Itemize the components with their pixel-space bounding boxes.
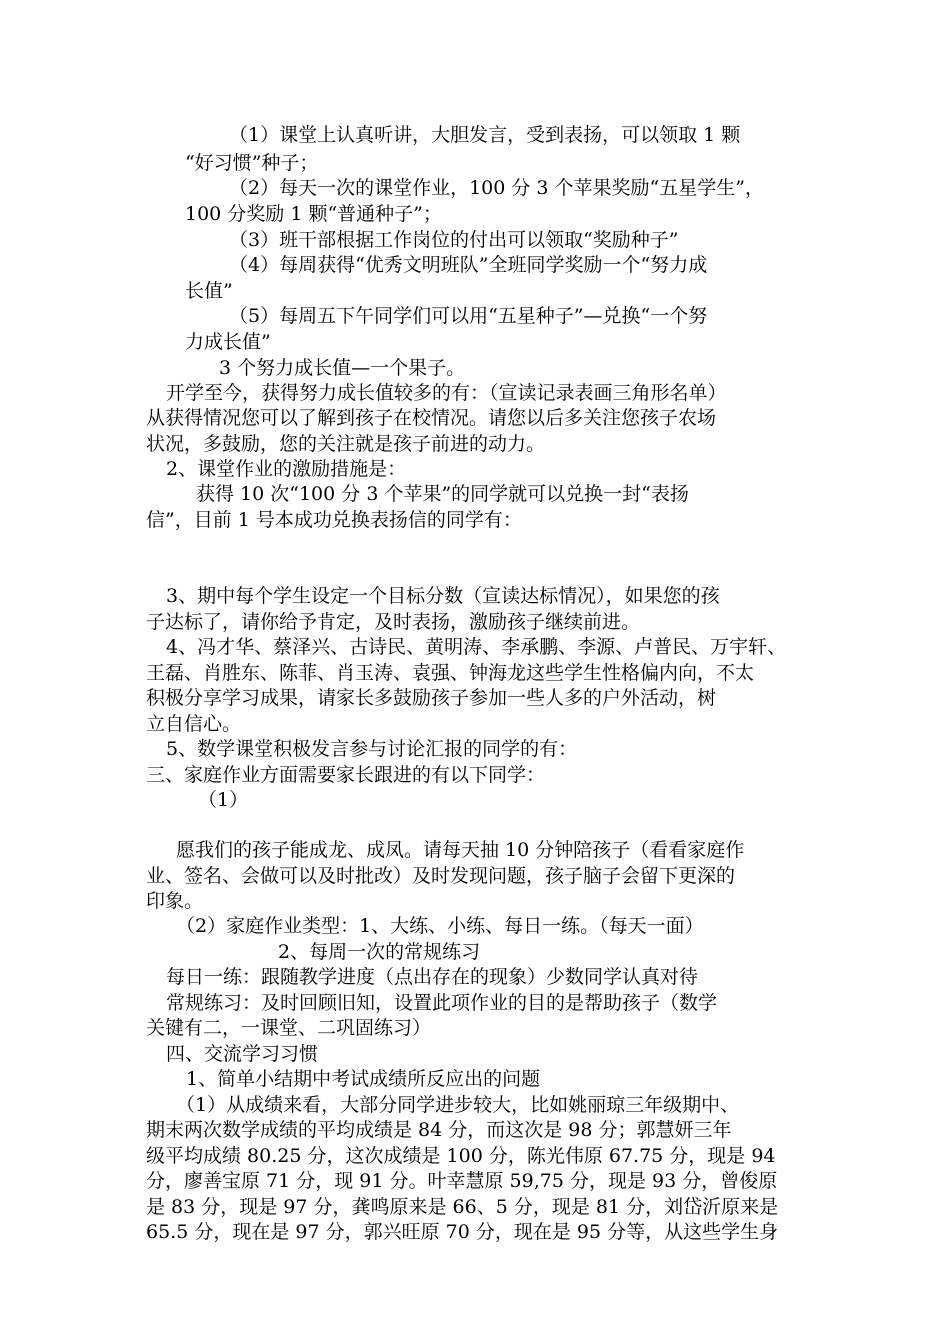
text-line: 从获得情况您可以了解到孩子在校情况。请您以后多关注您孩子农场 bbox=[146, 407, 717, 429]
text-line: （1）从成绩来看，大部分同学进步较大，比如姚丽琼三年级期中、 bbox=[176, 1094, 740, 1116]
text-line: 长值” bbox=[185, 280, 233, 302]
text-line: 3 个努力成长值—一个果子。 bbox=[219, 357, 466, 379]
text-line: 积极分享学习成果，请家长多鼓励孩子参加一些人多的户外活动，树 bbox=[146, 687, 717, 709]
text-line: 4、冯才华、蔡泽兴、古诗民、黄明涛、李承鹏、李源、卢普民、万宇轩、 bbox=[166, 636, 787, 658]
text-line: 3、期中每个学生设定一个目标分数（宣读达标情况），如果您的孩 bbox=[166, 585, 720, 607]
text-line: （1） bbox=[198, 789, 249, 811]
text-line: 业、签名、会做可以及时批改）及时发现问题，孩子脑子会留下更深的 bbox=[146, 865, 736, 887]
text-line: 2、每周一次的常规练习 bbox=[278, 941, 481, 963]
text-line: 四、交流学习习惯 bbox=[166, 1043, 319, 1065]
text-line: 力成长值” bbox=[185, 331, 271, 353]
text-line: （1）课堂上认真听讲，大胆发言，受到表扬，可以领取 1 颗 bbox=[229, 124, 741, 146]
text-line: （5）每周五下午同学们可以用“五星种子”—兑换“一个努 bbox=[229, 305, 708, 327]
text-line: 三、家庭作业方面需要家长跟进的有以下同学： bbox=[146, 764, 546, 786]
text-line: 状况，多鼓励，您的关注就是孩子前进的动力。 bbox=[146, 433, 546, 455]
text-line: 65.5 分，现在是 97 分，郭兴旺原 70 分，现在是 95 分等，从这些学生身 bbox=[146, 1221, 779, 1243]
text-line: 王磊、肖胜东、陈菲、肖玉涛、袁强、钟海龙这些学生性格偏内向，不太 bbox=[146, 662, 755, 684]
text-line: 获得 10 次“100 分 3 个苹果”的同学就可以兑换一封“表扬 bbox=[196, 483, 689, 505]
text-line: 级平均成绩 80.25 分，这次成绩是 100 分，陈光伟原 67.75 分，现是 94 bbox=[146, 1145, 776, 1167]
text-line: （4）每周获得“优秀文明班队”全班同学奖励一个“努力成 bbox=[229, 254, 708, 276]
text-line: “好习惯”种子； bbox=[185, 152, 319, 174]
text-line: 每日一练：跟随教学进度（点出存在的现象）少数同学认真对待 bbox=[166, 966, 699, 988]
text-line: （2）家庭作业类型：1、大练、小练、每日一练。（每天一面） bbox=[176, 915, 704, 937]
text-line: 分，廖善宝原 71 分，现 91 分。叶幸慧原 59,75 分，现是 93 分，曾俊原 bbox=[146, 1170, 778, 1192]
text-line: 开学至今，获得努力成长值较多的有：（宣读记录表画三角形名单） bbox=[166, 382, 727, 404]
text-line: 关键有二，一课堂、二巩固练习） bbox=[146, 1017, 432, 1039]
text-line: 信”，目前 1 号本成功兑换表扬信的同学有： bbox=[146, 509, 522, 531]
text-line: 1、简单小结期中考试成绩所反应出的问题 bbox=[186, 1068, 541, 1090]
text-line: 5、数学课堂积极发言参与讨论汇报的同学的有： bbox=[166, 738, 578, 760]
text-line: 100 分奖励 1 颗“普通种子”； bbox=[185, 203, 442, 225]
text-line: （3）班干部根据工作岗位的付出可以领取“奖励种子” bbox=[229, 229, 679, 251]
text-line: 是 83 分，现是 97 分，龚鸣原来是 66、5 分，现是 81 分，刘岱沂原来是 bbox=[146, 1196, 779, 1218]
text-line: 期末两次数学成绩的平均成绩是 84 分，而这次是 98 分；郭慧妍三年 bbox=[146, 1119, 732, 1141]
text-line: 愿我们的孩子能成龙、成凤。请每天抽 10 分钟陪孩子（看看家庭作 bbox=[176, 839, 745, 861]
text-line: 子达标了，请你给予肯定，及时表扬，激励孩子继续前进。 bbox=[146, 611, 641, 633]
text-line: （2）每天一次的课堂作业，100 分 3 个苹果奖励“五星学生”， bbox=[229, 177, 764, 199]
text-line: 印象。 bbox=[146, 890, 204, 912]
text-line: 2、课堂作业的激励措施是： bbox=[166, 458, 407, 480]
text-line: 立自信心。 bbox=[146, 713, 242, 735]
text-line: 常规练习：及时回顾旧知，设置此项作业的目的是帮助孩子（数学 bbox=[166, 992, 718, 1014]
